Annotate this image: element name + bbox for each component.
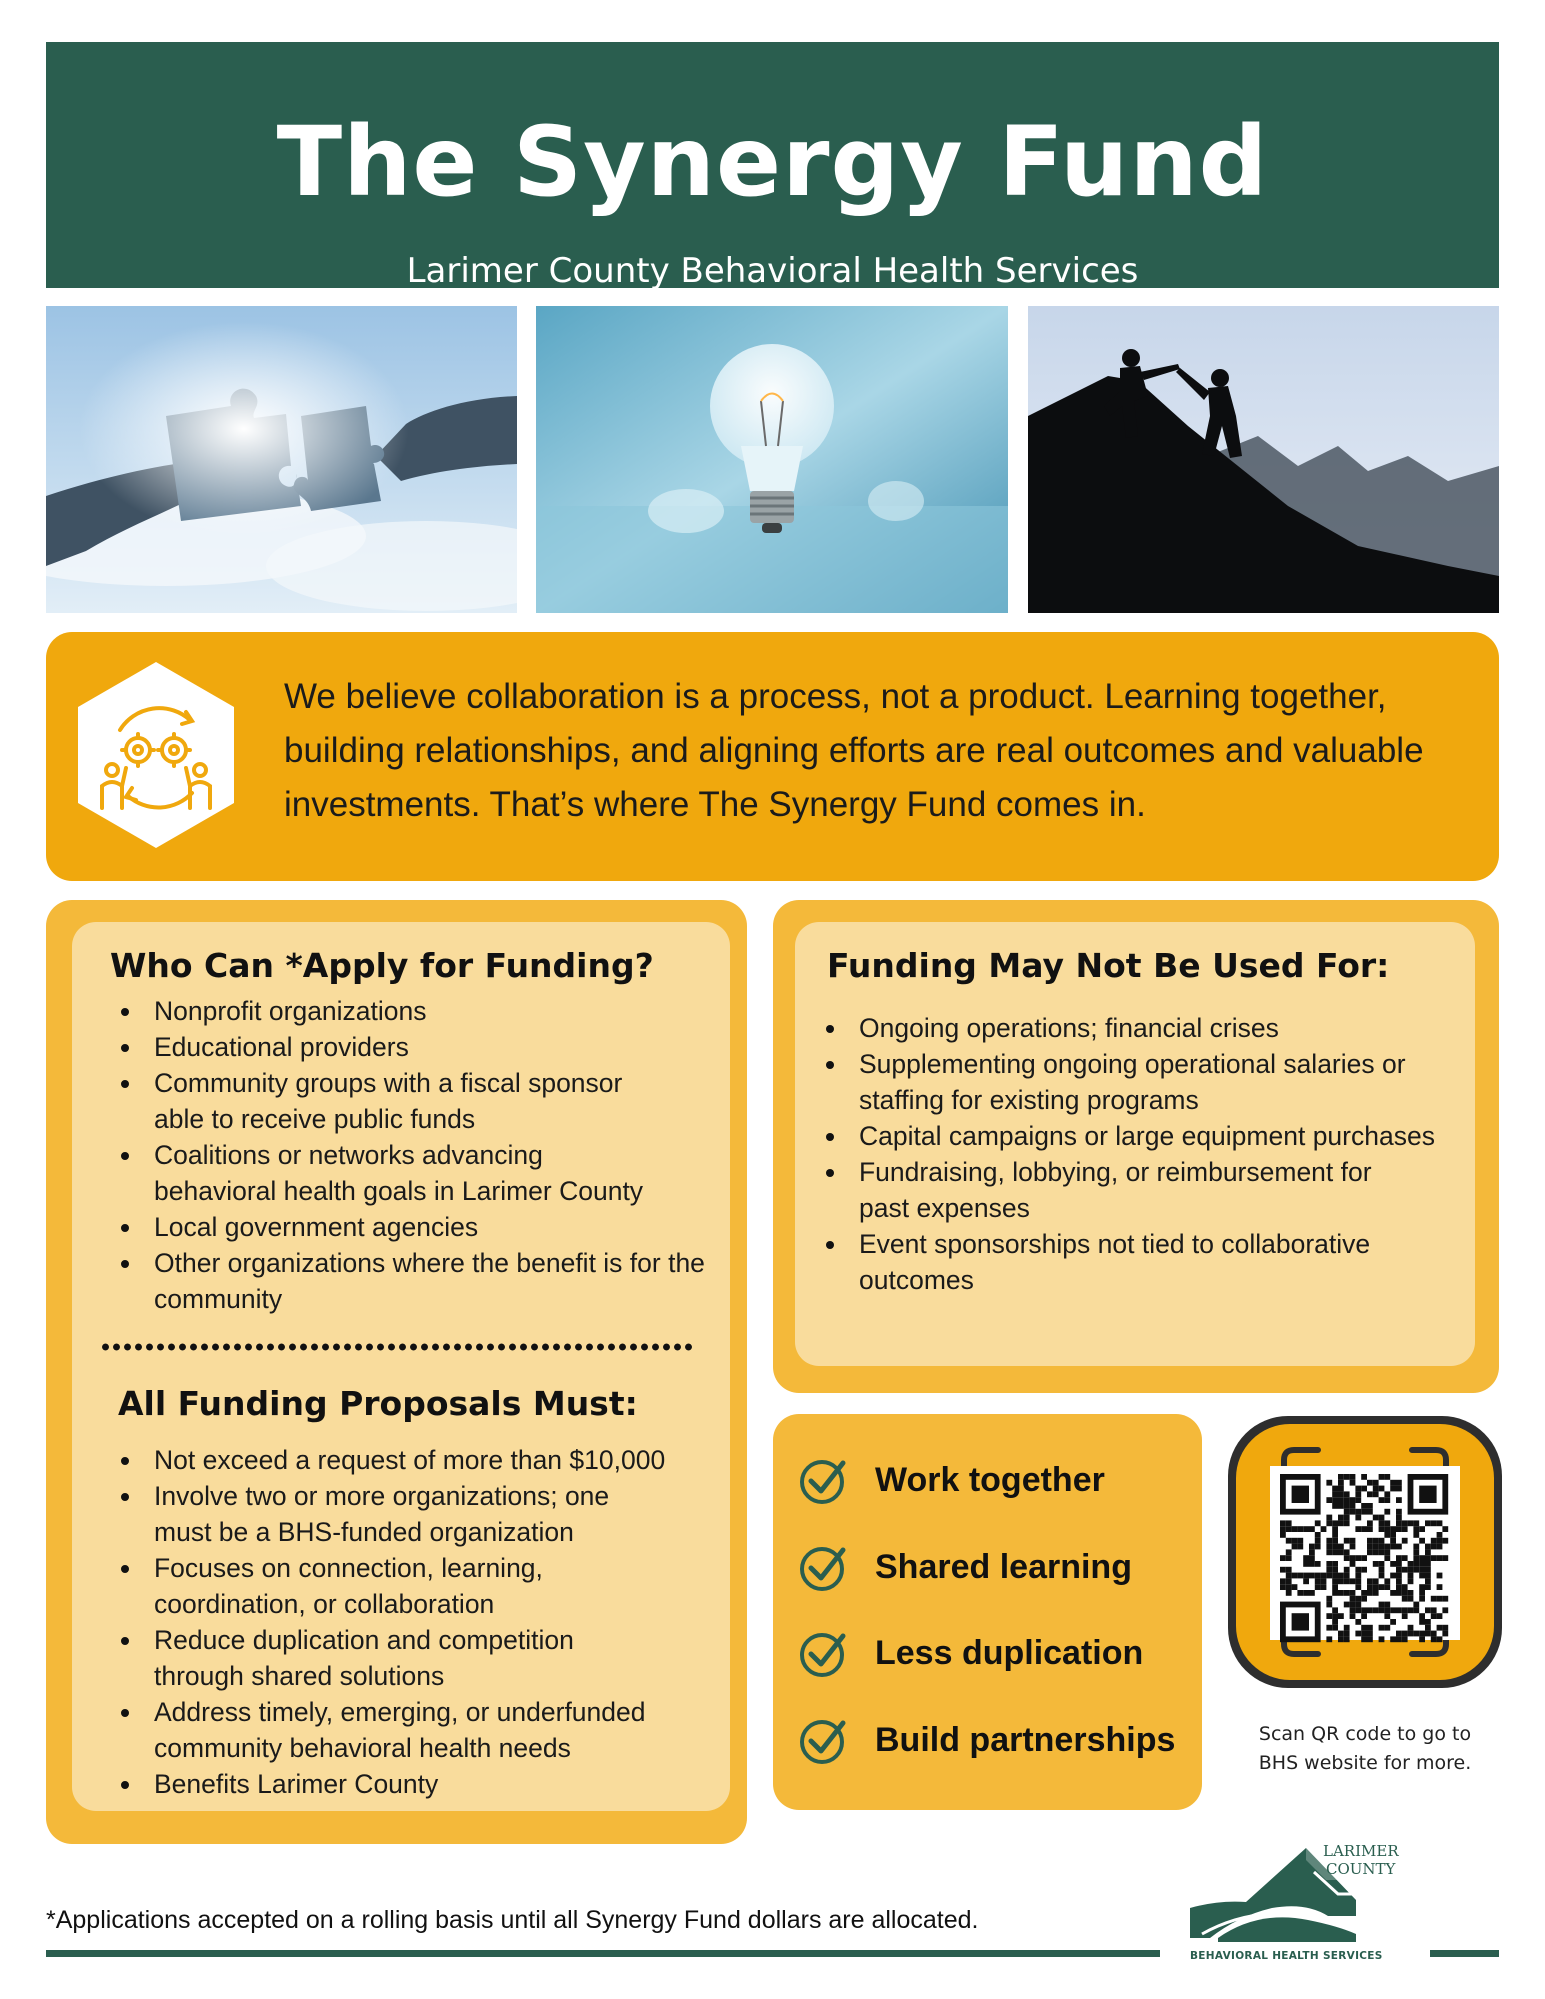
check-circle-icon: [798, 1628, 848, 1678]
list-item: Nonprofit organizations: [110, 993, 720, 1029]
dotted-divider: [100, 1343, 694, 1351]
logo-text: LARIMER: [1323, 1842, 1399, 1860]
check-item: [798, 1452, 1188, 1508]
check-circle-icon: [798, 1542, 848, 1592]
puzzle-hands-photo: [46, 306, 517, 613]
qr-code[interactable]: [1222, 1412, 1508, 1696]
qr-caption: [1222, 1720, 1508, 1778]
footnote: *Applications accepted on a rolling basis until all Synergy Fund dollars are allocated.: [46, 1906, 979, 1934]
footer-rule: [46, 1950, 1160, 1957]
list-item: Coalitions or networks advancing behavioral health goals in Larimer County: [110, 1137, 650, 1209]
qr-caption-line: BHS website for more.: [1258, 1752, 1472, 1774]
intro-text: We believe collaboration is a process, not a product. Learning together, building relationships, and aligning efforts are real outcomes and valuable investments. That’s where The Synergy Fund comes in.: [284, 677, 1424, 824]
qr-caption-line: Scan QR code to go to: [1258, 1723, 1472, 1745]
light-bulb-photo: [536, 306, 1008, 613]
page-title: The Synergy Fund: [276, 106, 1269, 218]
who-can-apply-title: Who Can *Apply for Funding?: [110, 946, 654, 985]
footer-rule: [1430, 1950, 1499, 1957]
check-item: [798, 1625, 1188, 1681]
logo-text: COUNTY: [1326, 1860, 1396, 1878]
check-item: [798, 1712, 1188, 1768]
check-item: [798, 1539, 1188, 1595]
check-label: Build partnerships: [875, 1721, 1176, 1759]
not-used-for-list: [815, 1010, 1465, 1298]
list-item: Address timely, emerging, or underfunded community behavioral health needs: [110, 1694, 690, 1766]
check-circle-icon: [798, 1715, 848, 1765]
list-item: Local government agencies: [110, 1209, 720, 1245]
list-item: Fundraising, lobbying, or reimbursement for past expenses: [815, 1154, 1415, 1226]
list-item: Ongoing operations; financial crises: [815, 1010, 1465, 1046]
list-item: Event sponsorships not tied to collaborative outcomes: [815, 1226, 1415, 1298]
list-item: Not exceed a request of more than $10,000: [110, 1442, 720, 1478]
hiker-helping-hand-photo: [1028, 306, 1499, 613]
check-label: Work together: [875, 1461, 1105, 1499]
intro-banner: [46, 632, 1499, 881]
list-item: Reduce duplication and competition through shared solutions: [110, 1622, 610, 1694]
list-item: Educational providers: [110, 1029, 720, 1065]
logo-text: BEHAVIORAL HEALTH SERVICES: [1190, 1950, 1383, 1962]
not-used-for-title: Funding May Not Be Used For:: [827, 946, 1390, 985]
header-banner: [46, 42, 1499, 291]
larimer-county-logo: [1188, 1838, 1404, 1966]
list-item: Benefits Larimer County: [110, 1766, 720, 1802]
list-item: Supplementing ongoing operational salaries or staffing for existing programs: [815, 1046, 1435, 1118]
list-item: Other organizations where the benefit is for the community: [110, 1245, 710, 1317]
page-subtitle: Larimer County Behavioral Health Services: [406, 251, 1139, 291]
list-item: Involve two or more organizations; one must be a BHS-funded organization: [110, 1478, 640, 1550]
check-label: Shared learning: [875, 1548, 1132, 1586]
list-item: Focuses on connection, learning, coordination, or collaboration: [110, 1550, 570, 1622]
check-circle-icon: [798, 1455, 848, 1505]
who-can-apply-list: [110, 993, 720, 1317]
list-item: Capital campaigns or large equipment purchases: [815, 1118, 1465, 1154]
check-label: Less duplication: [875, 1634, 1144, 1672]
collaboration-gears-icon: [72, 658, 240, 852]
proposals-must-list: [110, 1442, 720, 1802]
list-item: Community groups with a fiscal sponsor able to receive public funds: [110, 1065, 630, 1137]
proposals-must-title: All Funding Proposals Must:: [118, 1384, 638, 1423]
